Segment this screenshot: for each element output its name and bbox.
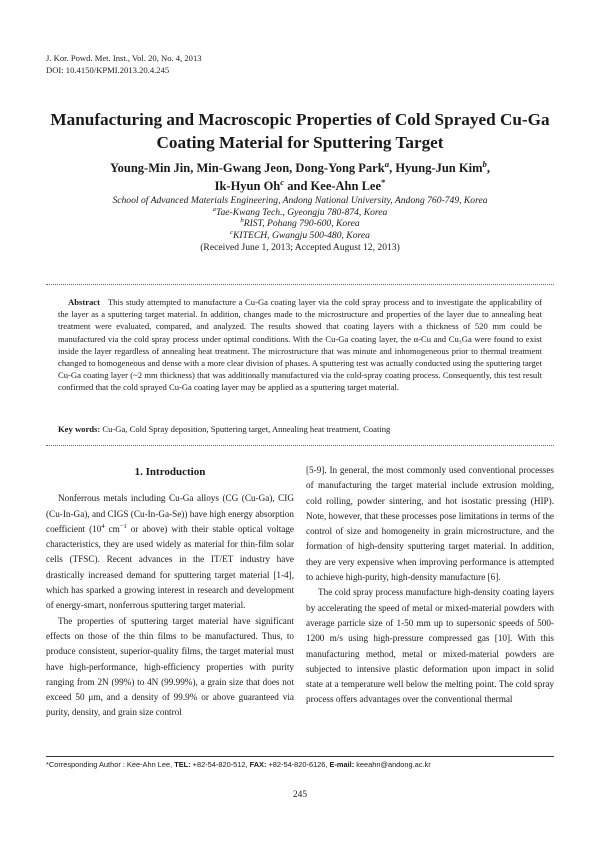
divider-top: [46, 284, 554, 285]
author-names: and Kee-Ahn Lee: [284, 179, 382, 193]
left-column: [46, 463, 294, 721]
title-line-2: Coating Material for Sputtering Target: [156, 133, 444, 152]
doi: DOI: 10.4150/KPMI.2013.20.4.245: [46, 65, 170, 75]
author-line-1: [40, 159, 560, 177]
abstract-label: Abstract: [68, 297, 100, 307]
author-names: Young-Min Jin, Min-Gwang Jeon, Dong-Yong Park: [109, 161, 385, 175]
divider-bottom: [46, 445, 554, 446]
keywords-text: Cu-Ga, Cold Spray deposition, Sputtering target, Annealing heat treatment, Coating: [100, 424, 391, 434]
author-names: , Hyung-Jun Kim: [389, 161, 483, 175]
title-line-1: Manufacturing and Macroscopic Properties of Cold Sprayed Cu-Ga: [50, 110, 550, 129]
journal-citation: J. Kor. Powd. Met. Inst., Vol. 20, No. 4, 2013: [46, 53, 202, 63]
right-column: [306, 463, 554, 708]
paragraph: Nonferrous metals including Cu-Ga alloys (CG (Cu-Ga), CIG (Cu-In-Ga), and CIGS (Cu-In-Ga-Se)) have high energy absorption coefficient ($10^4$ $cm^{-1}$ or above) with their stable optical voltage characteristics, they are used widely as material for thin-film solar cells (TFSC). Recent advances in the IT/ET industry have drastically increased demand for sputtering target material [1-4], which has sparked a growing interest in research and development of energy-smart, nonferrous sputtering target material.: [46, 493, 295, 611]
affiliations: [40, 195, 560, 254]
section-heading: 1. Introduction: [134, 466, 206, 478]
email-address: keeahn@andong.ac.kr: [354, 760, 431, 769]
paragraph: The properties of sputtering target material have significant effects on those of the thin films to be manufactured. Thus, to produce consistent, superior-quality films, the target material must have high-performance, high-efficiency properties with purity ranging from 2N (99%) to 4N (99.99%), a grain size that does not exceed 50 μm, and a density of 99.9% or above guaranteed via purity, density, and grain size control: [46, 615, 294, 718]
author-names: Ik-Hyun Oh: [214, 179, 281, 193]
affiliation-a: $^a$Tae-Kwang Tech., Gyeongju 780-874, Korea: [212, 205, 388, 218]
keywords: [58, 423, 542, 435]
paper-title: [40, 108, 560, 154]
affiliation-main: School of Advanced Materials Engineering, Andong National University, Andong 760-749, Korea: [112, 195, 488, 206]
author-line-2: [40, 177, 560, 195]
author-superscript: c: [280, 176, 285, 187]
corresponding-mark: *: [381, 176, 386, 187]
paragraph: The cold spray process manufacture high-density coating layers by accelerating the speed of metal or mixed-material powders with average particle size of 1-50 mm up to supersonic speeds of 500-1200 m/s using high-pressure compressed gas [10]. With this manufacturing method, metal or mixed-material powders are subjected to intensive plastic deformation upon impact in solid state at a temperature well below the melting point. The cold spray process offers advantages over the conventional thermal: [306, 587, 554, 705]
author-separator: ,: [486, 161, 490, 175]
received-dates: (Received June 1, 2013; Accepted August 12, 2013): [200, 241, 400, 253]
page-number: 245: [292, 790, 308, 800]
affiliation-c: $^c$KITECH, Gwangju 500-480, Korea: [230, 228, 370, 242]
author-list: [40, 159, 560, 195]
footnote-rule: [46, 756, 554, 757]
journal-header: [46, 52, 202, 76]
keywords-label: Key words:: [58, 424, 101, 434]
corresponding-author-footnote: *Corresponding Author : Kee-Ahn Lee, TEL: +82-54-820-512, FAX: +82-54-820-6126, E-mail: keeahn@andong.ac.kr: [46, 760, 431, 769]
paragraph: [5-9]. In general, the most commonly used conventional processes of manufacturing the target material include extrusion molding, cold rolling, powder sintering, and hot isostatic pressing (HIP). Note, however, that these processes pose limitations in terms of the control of size and homogeneity in grain microstructure, and the formation of high-density sputtering target material. In addition, they are very expensive when improving performance is attempted to achieve high-purity, high-density manufacture [6].: [306, 465, 554, 583]
abstract-text: This study attempted to manufacture a Cu-Ga coating layer via the cold spray process and to investigate the applicability of the layer as a sputtering target material. In addition, changes made to the microstructure and properties of the layer due to annealing heat treatment were evaluated, compared, and analyzed. The results showed that coating layers with a thickness of 520 mm could be manufactured via the cold spray process under optimal conditions. With the Cu-Ga coating layer, the α-Cu and Cu₃Ga were found to exist inside the layer regardless of annealing heat treatment. The microstructure that was minute and inhomogeneous prior to thermal treatment changed to homogeneous and dense with a more clear division of phases. A sputtering test was actually conducted using the sputtering target Cu-Ga coating layer (~2 mm thickness) that was additionally manufactured via the cold-spray coating process. Consequently, this test result confirmed that the cold sprayed Cu-Ga coating layer may be applied as a sputtering target material.: [58, 297, 542, 393]
author-superscript: b: [482, 158, 487, 169]
author-superscript: a: [384, 158, 390, 169]
affiliation-b: $^b$RIST, Pohang 790-600, Korea: [240, 217, 360, 230]
abstract: [58, 296, 542, 394]
